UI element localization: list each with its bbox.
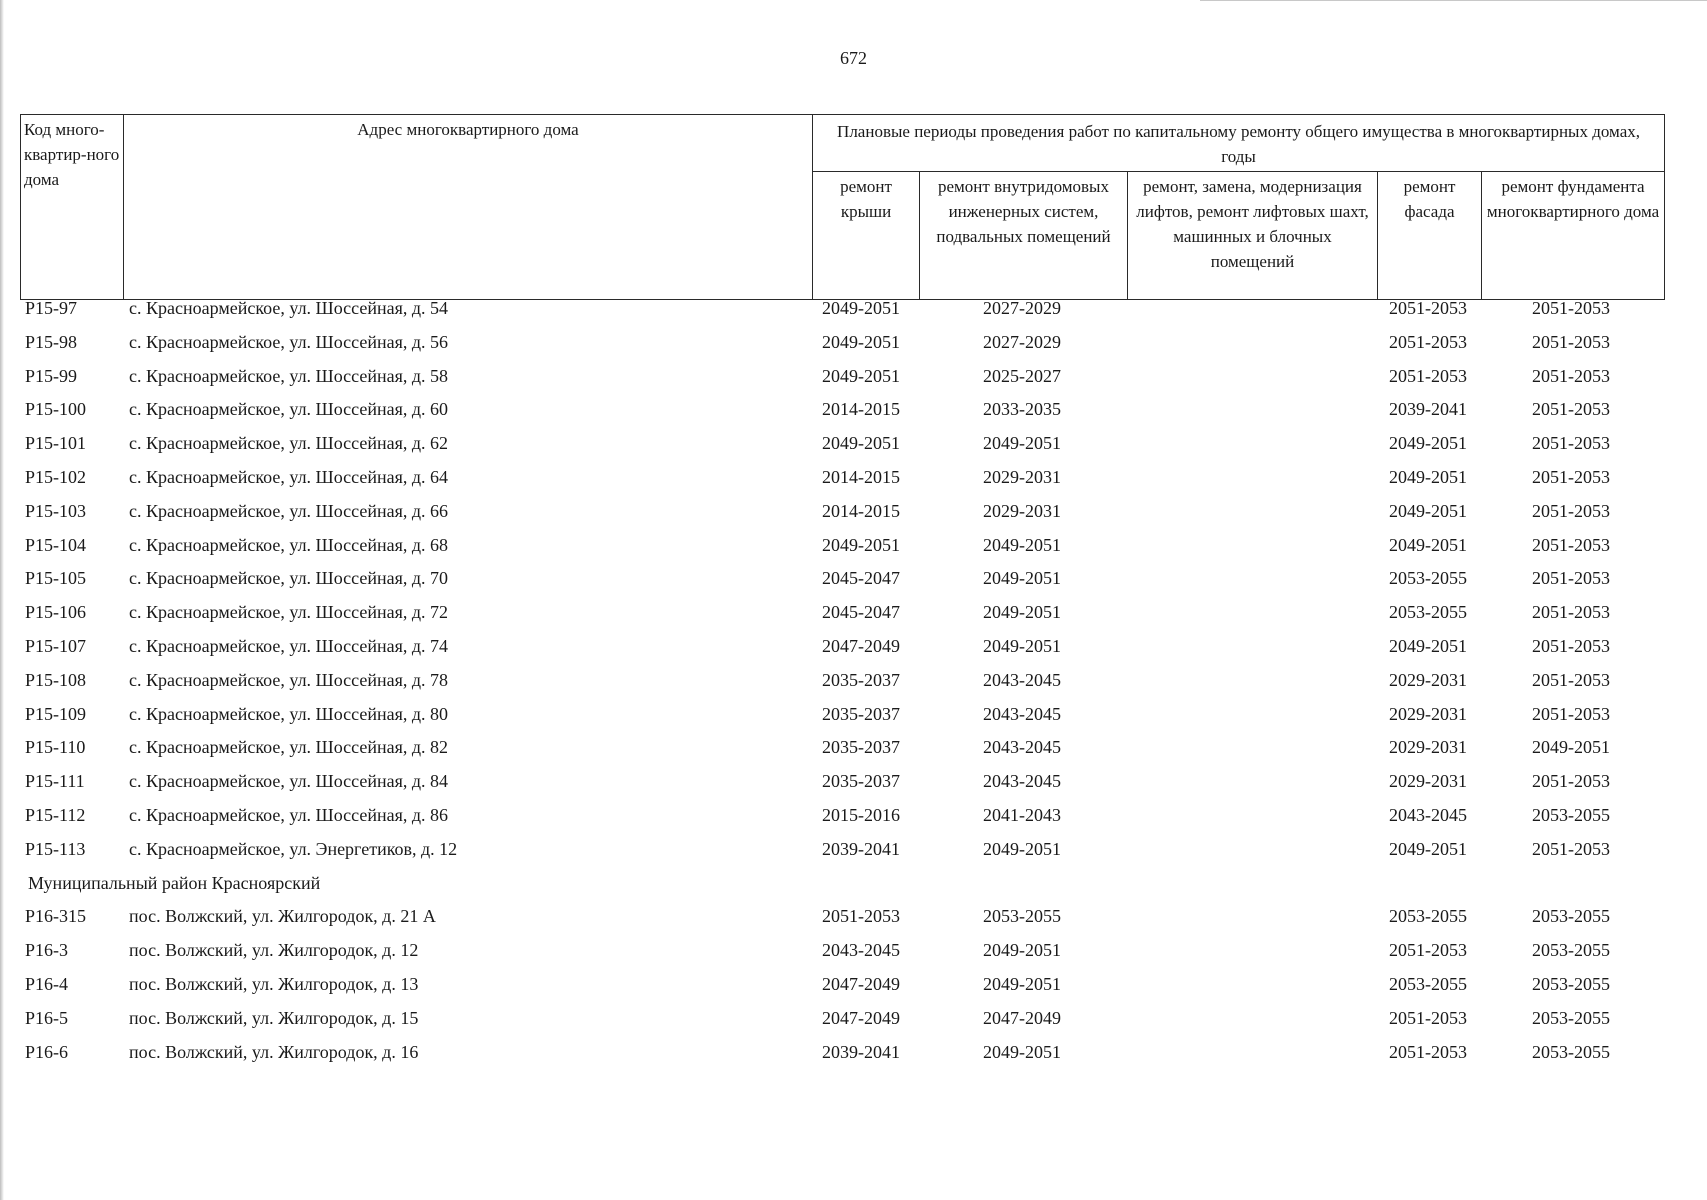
house-address: с. Красноармейское, ул. Шоссейная, д. 72 — [129, 602, 449, 623]
house-code: P15-104 — [25, 534, 87, 555]
table-row — [0, 530, 1707, 564]
house-address: с. Красноармейское, ул. Шоссейная, д. 74 — [129, 635, 449, 656]
roof-repair-period: 2015-2016 — [822, 804, 900, 825]
table-row — [0, 597, 1707, 631]
house-address: с. Красноармейское, ул. Шоссейная, д. 80 — [129, 703, 449, 724]
facade-repair-period: 2053-2055 — [1389, 973, 1467, 994]
facade-repair-period: 2051-2053 — [1389, 365, 1467, 386]
house-address: с. Красноармейское, ул. Шоссейная, д. 54 — [129, 298, 449, 318]
house-code: P15-110 — [25, 737, 86, 758]
section-title: Муниципальный район Красноярский — [28, 872, 321, 893]
facade-repair-period: 2029-2031 — [1389, 771, 1467, 792]
header-periods: Плановые периоды проведения работ по капитальному ремонту общего имущества в многоквартирных домах, годы — [813, 115, 1665, 172]
house-code: P15-100 — [25, 399, 87, 420]
house-code: P15-98 — [25, 331, 78, 352]
facade-repair-period: 2053-2055 — [1389, 906, 1467, 927]
roof-repair-period: 2014-2015 — [822, 466, 900, 487]
house-address: с. Красноармейское, ул. Шоссейная, д. 68 — [129, 534, 449, 555]
foundation-repair-period: 2051-2053 — [1532, 500, 1610, 521]
table-row — [0, 969, 1707, 1003]
foundation-repair-period: 2053-2055 — [1532, 940, 1610, 961]
table-row — [0, 766, 1707, 800]
table-row — [0, 631, 1707, 665]
header-roof: ремонт крыши — [813, 172, 920, 300]
foundation-repair-period: 2053-2055 — [1532, 1007, 1610, 1028]
foundation-repair-period: 2051-2053 — [1532, 365, 1610, 386]
header-address: Адрес многоквартирного дома — [124, 115, 813, 300]
table-row — [0, 732, 1707, 766]
table-row — [0, 901, 1707, 935]
facade-repair-period: 2049-2051 — [1389, 534, 1467, 555]
foundation-repair-period: 2051-2053 — [1532, 568, 1610, 589]
roof-repair-period: 2047-2049 — [822, 973, 900, 994]
facade-repair-period: 2053-2055 — [1389, 568, 1467, 589]
engineering-repair-period: 2029-2031 — [983, 466, 1061, 487]
engineering-repair-period: 2033-2035 — [983, 399, 1061, 420]
facade-repair-period: 2051-2053 — [1389, 1007, 1467, 1028]
facade-repair-period: 2051-2053 — [1389, 298, 1467, 318]
table-body — [0, 293, 1707, 1070]
house-address: пос. Волжский, ул. Жилгородок, д. 21 А — [129, 906, 436, 927]
house-address: с. Красноармейское, ул. Шоссейная, д. 58 — [129, 365, 449, 386]
foundation-repair-period: 2051-2053 — [1532, 703, 1610, 724]
header-engineering: ремонт внутридомовых инженерных систем, подвальных помещений — [920, 172, 1128, 300]
house-code: P15-105 — [25, 568, 87, 589]
engineering-repair-period: 2049-2051 — [983, 940, 1061, 961]
house-code: P15-113 — [25, 838, 86, 859]
house-address: с. Красноармейское, ул. Шоссейная, д. 64 — [129, 466, 449, 487]
table-row — [0, 428, 1707, 462]
header-facade: ремонт фасада — [1378, 172, 1482, 300]
engineering-repair-period: 2027-2029 — [983, 331, 1061, 352]
foundation-repair-period: 2051-2053 — [1532, 534, 1610, 555]
header-elevators: ремонт, замена, модернизация лифтов, ремонт лифтовых шахт, машинных и блочных помещений — [1128, 172, 1378, 300]
house-code: P15-109 — [25, 703, 87, 724]
house-code: P15-112 — [25, 804, 86, 825]
house-address: с. Красноармейское, ул. Шоссейная, д. 56 — [129, 331, 449, 352]
table-row — [0, 1003, 1707, 1037]
foundation-repair-period: 2051-2053 — [1532, 433, 1610, 454]
engineering-repair-period: 2043-2045 — [983, 771, 1061, 792]
foundation-repair-period: 2051-2053 — [1532, 298, 1610, 318]
house-address: с. Красноармейское, ул. Шоссейная, д. 78 — [129, 669, 449, 690]
house-address: с. Красноармейское, ул. Шоссейная, д. 60 — [129, 399, 449, 420]
roof-repair-period: 2043-2045 — [822, 940, 900, 961]
facade-repair-period: 2051-2053 — [1389, 331, 1467, 352]
house-code: P16-3 — [25, 940, 69, 961]
page-number: 672 — [840, 48, 867, 68]
house-code: P15-97 — [25, 298, 78, 318]
engineering-repair-period: 2047-2049 — [983, 1007, 1061, 1028]
roof-repair-period: 2045-2047 — [822, 568, 900, 589]
foundation-repair-period: 2051-2053 — [1532, 838, 1610, 859]
house-address: пос. Волжский, ул. Жилгородок, д. 12 — [129, 940, 419, 961]
foundation-repair-period: 2051-2053 — [1532, 466, 1610, 487]
roof-repair-period: 2035-2037 — [822, 703, 900, 724]
roof-repair-period: 2035-2037 — [822, 737, 900, 758]
table-row — [0, 394, 1707, 428]
house-code: P15-107 — [25, 635, 87, 656]
header-code: Код много-квартир-ного дома — [21, 115, 124, 300]
roof-repair-period: 2049-2051 — [822, 433, 900, 454]
table-row — [0, 361, 1707, 395]
foundation-repair-period: 2053-2055 — [1532, 1041, 1610, 1062]
facade-repair-period: 2049-2051 — [1389, 466, 1467, 487]
roof-repair-period: 2049-2051 — [822, 534, 900, 555]
table-row — [0, 834, 1707, 868]
house-address: с. Красноармейское, ул. Шоссейная, д. 82 — [129, 737, 449, 758]
foundation-repair-period: 2051-2053 — [1532, 635, 1610, 656]
facade-repair-period: 2049-2051 — [1389, 635, 1467, 656]
roof-repair-period: 2014-2015 — [822, 399, 900, 420]
roof-repair-period: 2047-2049 — [822, 1007, 900, 1028]
foundation-repair-period: 2053-2055 — [1532, 804, 1610, 825]
table-row — [0, 293, 1707, 327]
facade-repair-period: 2049-2051 — [1389, 838, 1467, 859]
roof-repair-period: 2039-2041 — [822, 1041, 900, 1062]
roof-repair-period: 2047-2049 — [822, 635, 900, 656]
engineering-repair-period: 2043-2045 — [983, 703, 1061, 724]
engineering-repair-period: 2049-2051 — [983, 1041, 1061, 1062]
engineering-repair-period: 2049-2051 — [983, 838, 1061, 859]
engineering-repair-period: 2049-2051 — [983, 635, 1061, 656]
house-code: P15-106 — [25, 602, 87, 623]
house-code: P15-102 — [25, 466, 87, 487]
house-address: с. Красноармейское, ул. Шоссейная, д. 62 — [129, 433, 449, 454]
house-code: P15-99 — [25, 365, 78, 386]
engineering-repair-period: 2049-2051 — [983, 534, 1061, 555]
house-address: с. Красноармейское, ул. Шоссейная, д. 70 — [129, 568, 449, 589]
roof-repair-period: 2035-2037 — [822, 669, 900, 690]
house-address: пос. Волжский, ул. Жилгородок, д. 15 — [129, 1007, 419, 1028]
engineering-repair-period: 2053-2055 — [983, 906, 1061, 927]
house-code: P16-4 — [25, 973, 69, 994]
foundation-repair-period: 2053-2055 — [1532, 973, 1610, 994]
house-address: пос. Волжский, ул. Жилгородок, д. 16 — [129, 1041, 419, 1062]
facade-repair-period: 2051-2053 — [1389, 1041, 1467, 1062]
house-code: P16-6 — [25, 1041, 69, 1062]
table-row — [0, 496, 1707, 530]
roof-repair-period: 2051-2053 — [822, 906, 900, 927]
roof-repair-period: 2045-2047 — [822, 602, 900, 623]
foundation-repair-period: 2051-2053 — [1532, 399, 1610, 420]
table-row — [0, 1037, 1707, 1071]
house-address: с. Красноармейское, ул. Шоссейная, д. 86 — [129, 804, 449, 825]
foundation-repair-period: 2051-2053 — [1532, 771, 1610, 792]
house-address: с. Красноармейское, ул. Энергетиков, д. 12 — [129, 838, 458, 859]
foundation-repair-period: 2051-2053 — [1532, 602, 1610, 623]
foundation-repair-period: 2051-2053 — [1532, 331, 1610, 352]
engineering-repair-period: 2043-2045 — [983, 669, 1061, 690]
house-code: P16-315 — [25, 906, 87, 927]
engineering-repair-period: 2049-2051 — [983, 433, 1061, 454]
house-code: P15-103 — [25, 500, 87, 521]
table-row — [0, 935, 1707, 969]
house-address: с. Красноармейское, ул. Шоссейная, д. 66 — [129, 500, 449, 521]
engineering-repair-period: 2049-2051 — [983, 568, 1061, 589]
facade-repair-period: 2049-2051 — [1389, 433, 1467, 454]
house-address: с. Красноармейское, ул. Шоссейная, д. 84 — [129, 771, 449, 792]
foundation-repair-period: 2051-2053 — [1532, 669, 1610, 690]
facade-repair-period: 2051-2053 — [1389, 940, 1467, 961]
house-code: P15-111 — [25, 771, 85, 792]
house-code: P15-108 — [25, 669, 87, 690]
facade-repair-period: 2029-2031 — [1389, 737, 1467, 758]
table-row — [0, 327, 1707, 361]
house-address: пос. Волжский, ул. Жилгородок, д. 13 — [129, 973, 419, 994]
header-foundation: ремонт фундамента многоквартирного дома — [1482, 172, 1665, 300]
table-row — [0, 665, 1707, 699]
table-row — [0, 699, 1707, 733]
scan-top-line — [1200, 0, 1707, 1]
roof-repair-period: 2039-2041 — [822, 838, 900, 859]
roof-repair-period: 2035-2037 — [822, 771, 900, 792]
facade-repair-period: 2039-2041 — [1389, 399, 1467, 420]
table-row — [0, 800, 1707, 834]
foundation-repair-period: 2053-2055 — [1532, 906, 1610, 927]
roof-repair-period: 2049-2051 — [822, 331, 900, 352]
table-row — [0, 563, 1707, 597]
house-code: P16-5 — [25, 1007, 69, 1028]
section-row — [0, 868, 1707, 902]
roof-repair-period: 2049-2051 — [822, 298, 900, 318]
facade-repair-period: 2049-2051 — [1389, 500, 1467, 521]
facade-repair-period: 2053-2055 — [1389, 602, 1467, 623]
engineering-repair-period: 2027-2029 — [983, 298, 1061, 318]
foundation-repair-period: 2049-2051 — [1532, 737, 1610, 758]
table-header — [20, 114, 1665, 300]
table-row — [0, 462, 1707, 496]
facade-repair-period: 2029-2031 — [1389, 703, 1467, 724]
engineering-repair-period: 2043-2045 — [983, 737, 1061, 758]
house-code: P15-101 — [25, 433, 87, 454]
engineering-repair-period: 2049-2051 — [983, 973, 1061, 994]
facade-repair-period: 2043-2045 — [1389, 804, 1467, 825]
engineering-repair-period: 2025-2027 — [983, 365, 1061, 386]
engineering-repair-period: 2041-2043 — [983, 804, 1061, 825]
engineering-repair-period: 2029-2031 — [983, 500, 1061, 521]
engineering-repair-period: 2049-2051 — [983, 602, 1061, 623]
roof-repair-period: 2014-2015 — [822, 500, 900, 521]
facade-repair-period: 2029-2031 — [1389, 669, 1467, 690]
roof-repair-period: 2049-2051 — [822, 365, 900, 386]
